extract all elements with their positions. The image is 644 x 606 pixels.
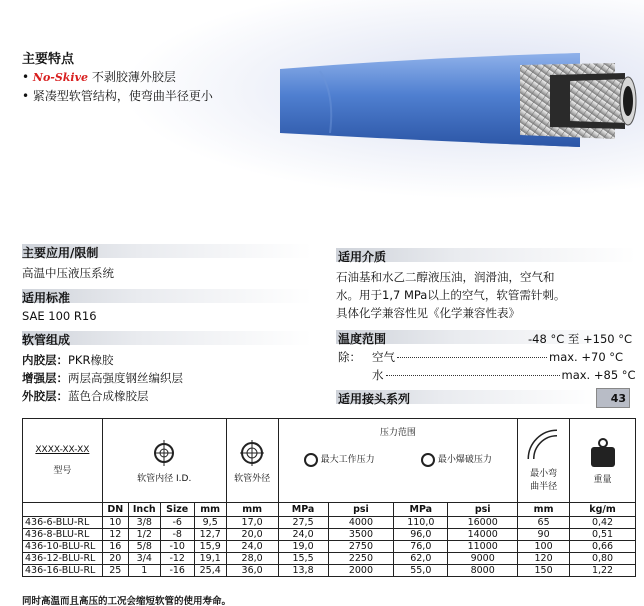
table-cell: 19,0 (278, 541, 328, 553)
table-cell: 55,0 (394, 565, 448, 577)
construction-title: 软管组成 (22, 333, 71, 347)
table-cell: 25 (102, 565, 128, 577)
construction-reinforcement: 增强层：两层高强度钢丝编织层 (22, 371, 183, 385)
table-cell: 1/2 (128, 529, 160, 541)
table-cell: 24,0 (226, 541, 278, 553)
table-cell: 25,4 (194, 565, 226, 577)
table-units-row: DN Inch Size mm mm MPa psi MPa psi mm kg/m (23, 503, 636, 517)
table-row (23, 517, 636, 529)
table-cell: 96,0 (394, 529, 448, 541)
table-cell: 4000 (328, 517, 394, 529)
hose-section-icon (150, 438, 178, 468)
table-cell: 110,0 (394, 517, 448, 529)
table-cell: 28,0 (226, 553, 278, 565)
bend-radius-icon (527, 429, 561, 463)
table-cell: 62,0 (394, 553, 448, 565)
construction-inner: 内胶层：PKR橡胶 (22, 353, 114, 367)
table-cell: 9,5 (194, 517, 226, 529)
table-cell: 12 (102, 529, 128, 541)
table-cell: 3/8 (128, 517, 160, 529)
table-cell: 20,0 (226, 529, 278, 541)
table-body (23, 517, 636, 577)
table-cell: 12,7 (194, 529, 226, 541)
features-title: 主要特点 (22, 52, 75, 67)
table-cell: 13,8 (278, 565, 328, 577)
working-pressure-header: 最大工作压力 (304, 452, 375, 467)
table-cell: 15,5 (278, 553, 328, 565)
table-row (23, 541, 636, 553)
table-cell: 8000 (448, 565, 518, 577)
standard-title: 适用标准 (22, 291, 71, 305)
id-header: 软管内径 I.D. (102, 419, 226, 503)
temperature-title: 温度范围 (338, 332, 387, 346)
construction-cover: 外胶层：蓝色合成橡胶层 (22, 389, 149, 403)
table-row (23, 529, 636, 541)
temperature-water: 水 max. +85 °C (372, 368, 636, 382)
table-cell: 24,0 (278, 529, 328, 541)
table-cell: 16000 (448, 517, 518, 529)
table-cell: 0,51 (570, 529, 636, 541)
table-cell: 2250 (328, 553, 394, 565)
table-cell: 65 (518, 517, 570, 529)
table-header (23, 419, 636, 503)
table-cell: 0,66 (570, 541, 636, 553)
media-line: 水。用于1,7 MPa以上的空气，软管需针刺。 (336, 288, 566, 302)
temperature-range: -48 °C 至 +150 °C (528, 332, 633, 346)
pressure-header: 压力范围 最大工作压力 最小爆破压力 (278, 419, 518, 503)
table-cell: 2000 (328, 565, 394, 577)
standard-text: SAE 100 R16 (22, 309, 97, 323)
hose-outer-icon (238, 438, 266, 468)
media-line: 具体化学兼容性见《化学兼容性表》 (336, 306, 520, 320)
burst-pressure-header: 最小爆破压力 (421, 452, 492, 467)
table-cell: 3500 (328, 529, 394, 541)
feature-item: • No-Skive 不剥胶薄外胶层 (22, 70, 176, 84)
table-cell: -10 (160, 541, 194, 553)
table-cell: 36,0 (226, 565, 278, 577)
table-cell: 15,9 (194, 541, 226, 553)
table-cell: 20 (102, 553, 128, 565)
od-header: 软管外径 (226, 419, 278, 503)
table-cell: 14000 (448, 529, 518, 541)
table-cell: 1,22 (570, 565, 636, 577)
table-cell: 436-6-BLU-RL (23, 517, 103, 529)
table-cell: 16 (102, 541, 128, 553)
table-cell: 1 (128, 565, 160, 577)
table-cell: 90 (518, 529, 570, 541)
weight-header: 重量 (570, 419, 636, 503)
table-cell: 27,5 (278, 517, 328, 529)
table-row (23, 565, 636, 577)
spec-table (22, 418, 636, 577)
application-text: 高温中压液压系统 (22, 266, 114, 280)
footnote: 同时高温而且高压的工况会缩短软管的使用寿命。 (22, 596, 232, 606)
no-skive-logo: No-Skive (32, 71, 88, 84)
bend-radius-header: 最小弯 曲半径 (518, 419, 570, 503)
table-cell: 19,1 (194, 553, 226, 565)
table-cell: 3/4 (128, 553, 160, 565)
temperature-air: 空气 max. +70 °C (372, 350, 624, 364)
media-line: 石油基和水乙二醇液压油，润滑油，空气和 (336, 270, 555, 284)
media-title: 适用介质 (338, 250, 387, 264)
table-cell: 436-8-BLU-RL (23, 529, 103, 541)
table-cell: 0,42 (570, 517, 636, 529)
fitting-series-badge: 43 (596, 388, 630, 408)
table-cell: 17,0 (226, 517, 278, 529)
fittings-title: 适用接头系列 (338, 392, 411, 406)
table-cell: 436-12-BLU-RL (23, 553, 103, 565)
weight-icon (588, 437, 618, 469)
table-row (23, 553, 636, 565)
table-cell: 150 (518, 565, 570, 577)
table-cell: 436-10-BLU-RL (23, 541, 103, 553)
table-cell: 0,80 (570, 553, 636, 565)
hose-illustration (280, 35, 640, 165)
table-cell: 5/8 (128, 541, 160, 553)
table-cell: 120 (518, 553, 570, 565)
table-cell: 2750 (328, 541, 394, 553)
features-list (22, 68, 213, 105)
temperature-except: 除： (338, 350, 361, 364)
table-cell: -6 (160, 517, 194, 529)
application-title: 主要应用/限制 (22, 246, 99, 260)
table-cell: 100 (518, 541, 570, 553)
pressure-gauge-icon (304, 453, 318, 467)
table-cell: 10 (102, 517, 128, 529)
table-cell: 9000 (448, 553, 518, 565)
table-cell: -16 (160, 565, 194, 577)
table-cell: -8 (160, 529, 194, 541)
table-cell: 436-16-BLU-RL (23, 565, 103, 577)
table-cell: -12 (160, 553, 194, 565)
table-cell: 11000 (448, 541, 518, 553)
table-cell: 76,0 (394, 541, 448, 553)
model-header: XXXX-XX-XX 型号 (23, 419, 103, 503)
feature-item: • 紧凑型软管结构，使弯曲半径更小 (22, 89, 213, 103)
pressure-gauge-icon (421, 453, 435, 467)
